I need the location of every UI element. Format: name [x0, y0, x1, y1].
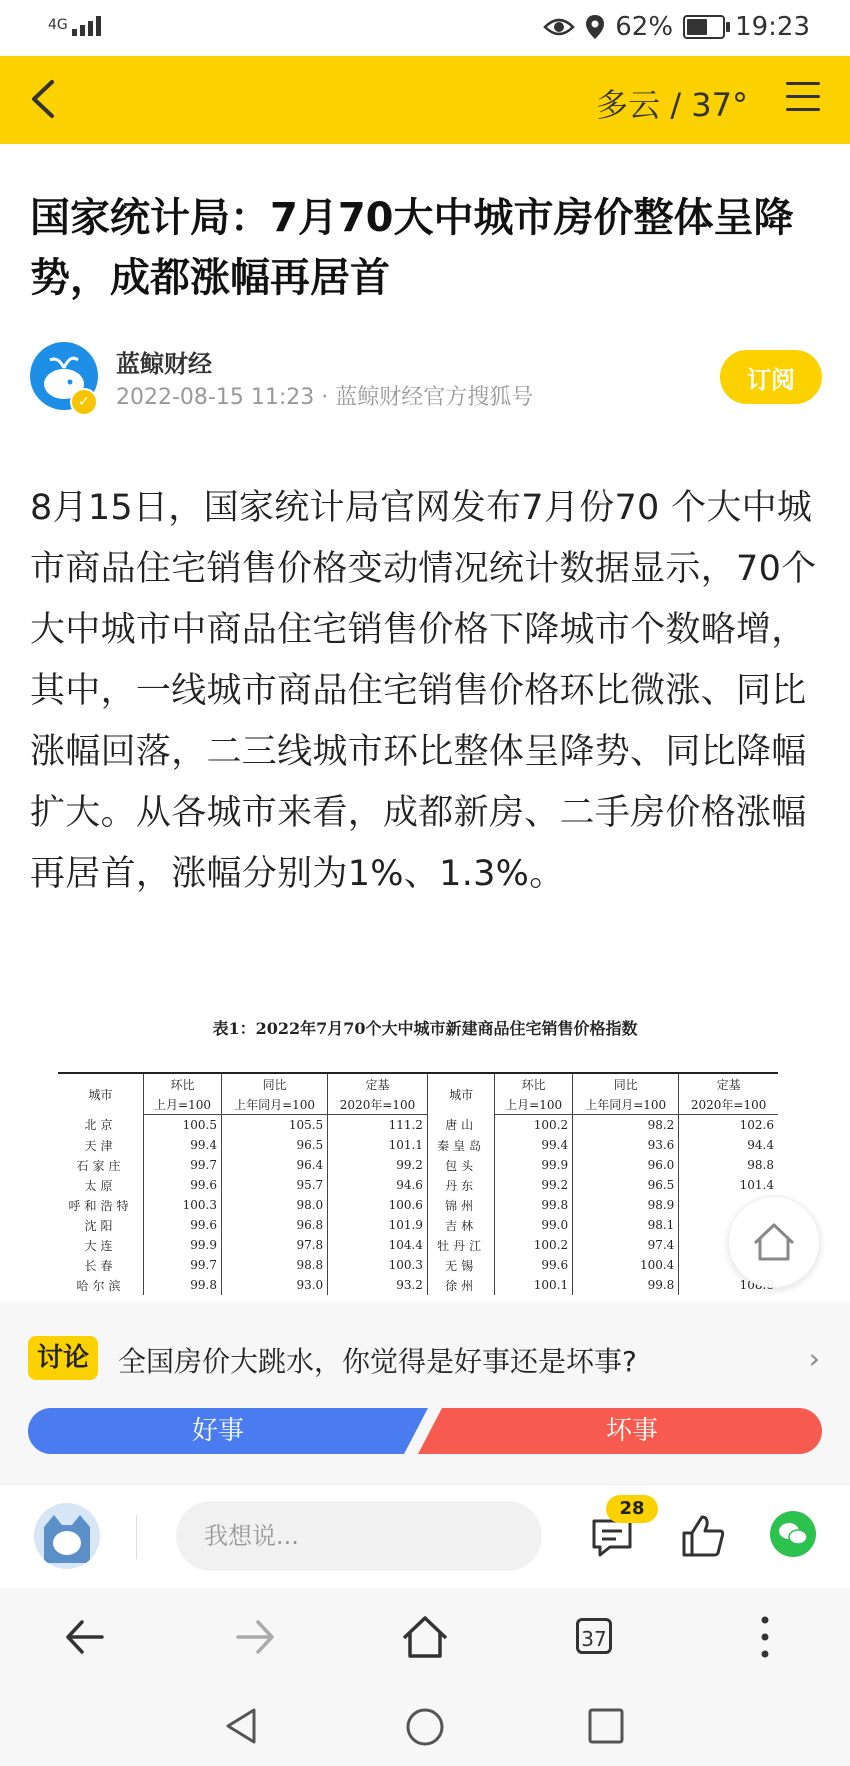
- table-cell-value: 100.3: [328, 1255, 428, 1275]
- table-cell-value: 96.4: [221, 1155, 327, 1175]
- table-cell-value: 99.7: [144, 1155, 222, 1175]
- battery-icon: [683, 15, 725, 39]
- forward-icon[interactable]: [228, 1610, 282, 1664]
- vote-good-label: 好事: [191, 1416, 244, 1446]
- table-row: [58, 1235, 778, 1255]
- signal-icon: [72, 14, 108, 36]
- eye-icon: [543, 16, 575, 38]
- table-cell-value: 99.2: [495, 1175, 573, 1195]
- table-row: [58, 1195, 778, 1215]
- battery-fill: [687, 19, 707, 35]
- table-row: [58, 1155, 778, 1175]
- network-type: 4G: [48, 17, 68, 33]
- table-cell-value: 95.7: [221, 1175, 327, 1195]
- table-cell-value: 100.6: [328, 1195, 428, 1215]
- table-cell-value: 101.9: [328, 1215, 428, 1235]
- system-back-icon[interactable]: [222, 1706, 262, 1746]
- table-cell-value: 98.9: [573, 1195, 679, 1215]
- status-bar: [0, 0, 850, 56]
- chevron-right-icon[interactable]: ›: [808, 1342, 820, 1375]
- table-cell-value: 96.5: [573, 1175, 679, 1195]
- system-home-icon[interactable]: [404, 1706, 446, 1748]
- system-recent-icon[interactable]: [586, 1706, 626, 1746]
- comment-input[interactable]: [176, 1501, 542, 1571]
- table-cell-value: 105.5: [221, 1115, 327, 1136]
- home-float-icon[interactable]: [728, 1196, 820, 1288]
- hamburger-menu-icon[interactable]: [786, 82, 820, 112]
- table-cell-city: 包头: [427, 1155, 494, 1175]
- table-cell-city: 牡丹江: [427, 1235, 494, 1255]
- comment-bar: [0, 1484, 850, 1589]
- back-arrow-icon[interactable]: [22, 74, 66, 124]
- table-cell-city: 唐山: [427, 1115, 494, 1136]
- table-cell-value: 101.1: [328, 1135, 428, 1155]
- browser-nav: [0, 1588, 850, 1684]
- status-right: [543, 12, 810, 42]
- system-nav: [0, 1684, 850, 1766]
- vote-bad-button[interactable]: [418, 1408, 822, 1454]
- table-cell-value: 104.4: [328, 1235, 428, 1255]
- cat-avatar-icon: [34, 1503, 100, 1569]
- table-cell-value: 96.8: [221, 1215, 327, 1235]
- table-cell-value: 93.6: [573, 1135, 679, 1155]
- table-cell-value: 96.0: [573, 1155, 679, 1175]
- discussion-question[interactable]: 全国房价大跳水，你觉得是好事还是坏事?: [118, 1345, 637, 1378]
- table-cell-value: 100.3: [144, 1195, 222, 1215]
- table-cell-value: 99.4: [495, 1135, 573, 1155]
- col-sub-yoy-1: 上年同月=100: [221, 1094, 327, 1115]
- table-cell-value: 100.2: [495, 1115, 573, 1136]
- table-cell-city: 大连: [84, 1238, 117, 1253]
- table-cell-value: 98.8: [221, 1255, 327, 1275]
- table-cell-value: 99.6: [144, 1215, 222, 1235]
- table-cell-value: 98.1: [573, 1215, 679, 1235]
- table-row: [58, 1175, 778, 1195]
- table-cell-value: 99.6: [495, 1255, 573, 1275]
- table-cell-city: 吉林: [427, 1215, 494, 1235]
- article-title: 国家统计局：7月70大中城市房价整体呈降势，成都涨幅再居首: [30, 195, 794, 301]
- table-caption: 表1：2022年7月70个大中城市新建商品住宅销售价格指数: [212, 1019, 638, 1038]
- table-cell-city: 石家庄: [76, 1158, 125, 1173]
- table-cell-value: 100.1: [495, 1275, 573, 1295]
- battery-percent: 62%: [615, 12, 674, 42]
- col-header-yoy-1: 同比: [221, 1073, 327, 1094]
- col-sub-base-1: 2020年=100: [328, 1094, 428, 1115]
- table-cell-city: 哈尔滨: [76, 1278, 125, 1293]
- home-icon[interactable]: [398, 1610, 452, 1664]
- table-cell-value: 99.8: [144, 1275, 222, 1295]
- table-cell-value: 98.0: [221, 1195, 327, 1215]
- col-sub-mom-1: 上月=100: [144, 1094, 222, 1115]
- table-cell-value: 97.8: [221, 1235, 327, 1255]
- table-cell-value: 96.5: [221, 1135, 327, 1155]
- table-cell-value: 99.2: [328, 1155, 428, 1175]
- col-header-base-1: 定基: [328, 1073, 428, 1094]
- table-cell-value: 99.7: [144, 1255, 222, 1275]
- col-header-yoy-2: 同比: [573, 1073, 679, 1094]
- table-cell-city: 太原: [84, 1178, 117, 1193]
- table-cell-value: 93.2: [328, 1275, 428, 1295]
- article-meta: 2022-08-15 11:23 · 蓝鲸财经官方搜狐号: [116, 385, 534, 410]
- table-cell-value: 108.8: [679, 1275, 778, 1295]
- verified-badge-icon: ✓: [70, 388, 98, 416]
- table-cell-value: 100.4: [573, 1255, 679, 1275]
- table-cell-value: 99.8: [495, 1195, 573, 1215]
- table-cell-city: 秦皇岛: [427, 1135, 494, 1155]
- table-cell-value: 99.8: [573, 1275, 679, 1295]
- col-header-mom-1: 环比: [144, 1073, 222, 1094]
- table-cell-value: 111.2: [328, 1115, 428, 1136]
- table-cell-value: 97.4: [573, 1235, 679, 1255]
- table-cell-value: 100.2: [495, 1235, 573, 1255]
- table-cell-value: 94.6: [328, 1175, 428, 1195]
- table-cell-value: 100.5: [144, 1115, 222, 1136]
- table-cell-city: 无锡: [427, 1255, 494, 1275]
- table-cell-value: 101.4: [679, 1175, 778, 1195]
- table-cell-city: 北京: [84, 1118, 117, 1133]
- top-bar: [0, 56, 850, 144]
- comment-count-badge: 28: [606, 1495, 658, 1523]
- more-options-icon[interactable]: [738, 1610, 792, 1664]
- table-cell-value: 102.6: [679, 1115, 778, 1136]
- table-body: [58, 1115, 778, 1296]
- table-cell-value: 99.9: [144, 1235, 222, 1255]
- table-cell-value: 98.2: [573, 1115, 679, 1136]
- table-cell-value: 98.8: [679, 1155, 778, 1175]
- col-header-base-2: 定基: [679, 1073, 778, 1094]
- col-header-city-2: 城市: [427, 1073, 494, 1115]
- clock: 19:23: [735, 12, 810, 42]
- location-icon: [585, 14, 605, 40]
- wechat-share-icon[interactable]: [770, 1511, 816, 1557]
- article-body: 8月15日，国家统计局官网发布7月份70 个大中城市商品住宅销售价格变动情况统计数据显示，70个大中城市中商品住宅销售价格下降城市个数略增，其中，一线城市商品住宅销售价格环比微涨、同比涨幅回落，二三线城市环比整体呈降势、同比降幅扩大。从各城市来看，成都新房、二手房价格涨幅再居首，涨幅分别为1%、1.3%。: [30, 488, 817, 894]
- table-row: [58, 1135, 778, 1155]
- table-cell-city: 锦州: [427, 1195, 494, 1215]
- price-index-table: [58, 1072, 778, 1295]
- vote-good-button[interactable]: [28, 1408, 428, 1454]
- user-avatar[interactable]: [34, 1503, 100, 1569]
- table-cell-city: 长春: [84, 1258, 117, 1273]
- table-cell-city: 徐州: [427, 1275, 494, 1295]
- col-sub-yoy-2: 上年同月=100: [573, 1094, 679, 1115]
- table-cell-value: 99.4: [144, 1135, 222, 1155]
- table-cell-value: 99.9: [495, 1155, 573, 1175]
- table-cell-value: 93.0: [221, 1275, 327, 1295]
- table-row: [58, 1215, 778, 1235]
- table-cell-city: 丹东: [427, 1175, 494, 1195]
- tabs-count-icon: 37: [576, 1618, 612, 1654]
- table-row: [58, 1275, 778, 1295]
- col-sub-base-2: 2020年=100: [679, 1094, 778, 1115]
- wechat-glyph-icon: [770, 1511, 816, 1557]
- table-cell-value: 99.6: [144, 1175, 222, 1195]
- back-icon[interactable]: [58, 1610, 112, 1664]
- vote-bad-label: 坏事: [605, 1416, 658, 1446]
- discussion-tag: 讨论: [28, 1336, 98, 1380]
- table-row: [58, 1115, 778, 1136]
- col-header-mom-2: 环比: [495, 1073, 573, 1094]
- author-name[interactable]: 蓝鲸财经: [116, 350, 212, 378]
- col-sub-mom-2: 上月=100: [495, 1094, 573, 1115]
- table-cell-value: 99.0: [495, 1215, 573, 1235]
- tabs-button[interactable]: [568, 1610, 622, 1664]
- subscribe-button[interactable]: 订阅: [720, 350, 822, 404]
- table-cell-city: 沈阳: [84, 1218, 117, 1233]
- table-cell-city: 天津: [84, 1138, 117, 1153]
- col-header-city-1: 城市: [58, 1073, 144, 1115]
- discussion-panel: [0, 1302, 850, 1484]
- table-cell-value: 94.4: [679, 1135, 778, 1155]
- divider: [136, 1515, 137, 1559]
- weather-label[interactable]: 多云 / 37°: [596, 86, 748, 124]
- thumbs-up-icon[interactable]: [680, 1511, 726, 1559]
- table-row: [58, 1255, 778, 1275]
- table-cell-city: 呼和浩特: [68, 1198, 133, 1213]
- signal-indicator: [48, 14, 108, 36]
